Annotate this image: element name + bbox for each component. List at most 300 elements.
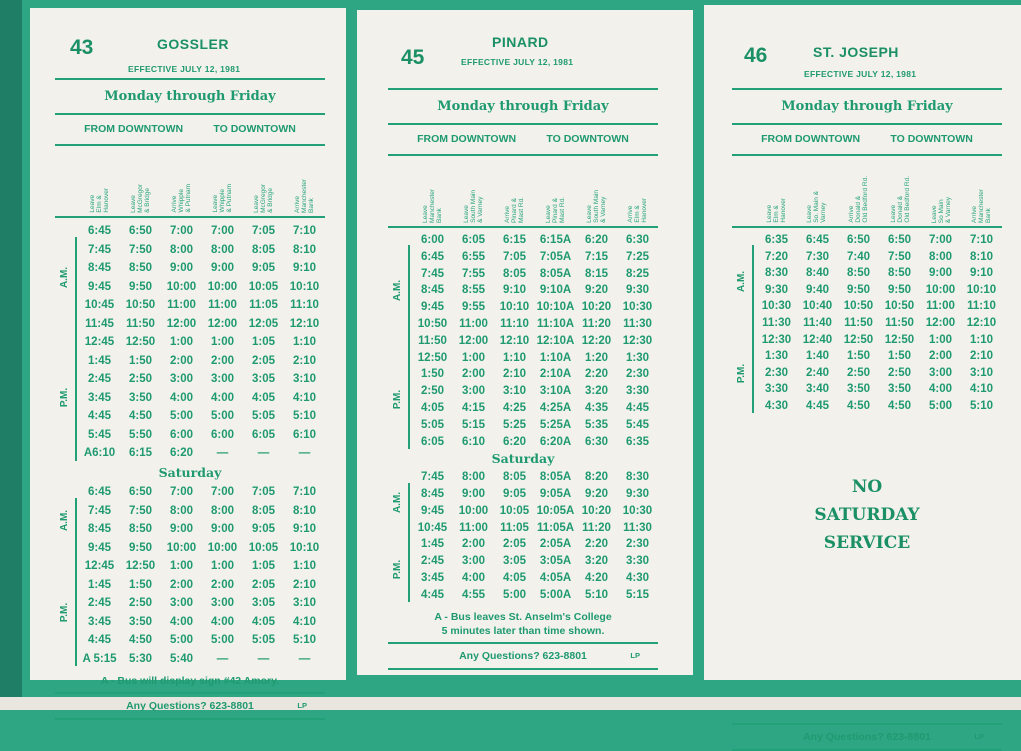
time-cell: 11:50	[844, 316, 873, 329]
time-cell: 12:50	[417, 351, 448, 364]
time-cell: 3:00	[210, 373, 235, 385]
schedule-body	[732, 88, 1002, 751]
table-row	[412, 299, 658, 316]
time-cell: 11:00	[167, 299, 196, 311]
table-row	[79, 333, 325, 352]
time-cell: 7:20	[764, 250, 789, 263]
time-cell: 10:50	[125, 299, 156, 311]
time-cell: 10:10A	[536, 301, 575, 314]
time-cell: 9:45	[420, 504, 445, 517]
time-cell: 8:45	[87, 262, 112, 274]
pm-label: P.M.	[392, 560, 404, 580]
time-cell: 6:35	[764, 234, 789, 246]
column-header-text: Arrive Whipple & Putnam	[171, 184, 192, 213]
pm-label: P.M.	[59, 602, 71, 623]
time-cell: 3:05	[502, 555, 527, 568]
questions-phone: Any Questions? 623-8801	[126, 700, 254, 712]
am-group	[388, 232, 408, 350]
column-header	[837, 176, 879, 223]
time-cell: —	[298, 447, 311, 459]
time-cell: 5:25	[502, 418, 527, 431]
pm-label: P.M.	[736, 363, 748, 383]
time-cell: 10:00	[166, 541, 197, 554]
time-cell: 9:05	[251, 262, 276, 274]
time-cell: 6:45	[87, 225, 112, 237]
column-header	[161, 184, 202, 213]
time-cell: 2:00	[928, 350, 953, 363]
time-cell: 5:10	[292, 634, 317, 646]
time-cell: 8:10	[292, 504, 317, 517]
time-cell: 5:10	[969, 399, 994, 412]
time-cell: 2:10	[292, 354, 317, 367]
time-cell: 10:10	[966, 283, 997, 296]
route-46-panel	[704, 5, 1021, 743]
time-cell: 10:05A	[536, 504, 575, 517]
table-row	[79, 278, 325, 297]
time-cell: 5:05	[251, 410, 276, 422]
time-cell: 7:00	[210, 486, 235, 498]
time-cell: 1:05	[251, 336, 276, 348]
weekday-heading: Monday through Friday	[781, 99, 953, 114]
time-cell: 2:50	[128, 597, 153, 609]
pm-group	[55, 333, 75, 463]
time-cell: 12:10	[499, 334, 530, 347]
time-cell: A 5:15	[82, 652, 117, 665]
table-row	[756, 249, 1002, 266]
time-cell: 5:00	[169, 410, 194, 422]
time-cell: 3:30	[625, 385, 650, 398]
time-cell: 12:05	[248, 317, 279, 330]
time-cell: 8:50	[846, 267, 871, 280]
time-cell: 4:30	[625, 571, 650, 584]
time-cell: 10:10	[499, 301, 530, 314]
time-cell: 10:40	[802, 300, 833, 313]
time-cell: 1:00	[210, 336, 235, 348]
saturday-heading: Saturday	[158, 464, 222, 480]
time-cell: 4:00	[928, 383, 953, 396]
questions-phone: Any Questions? 623-8801	[459, 649, 587, 662]
weekday-rows	[756, 232, 1002, 415]
table-row	[756, 315, 1002, 332]
period-bracket-line	[75, 237, 77, 461]
time-cell: 5:45	[625, 418, 650, 431]
time-cell: 1:10	[969, 333, 994, 346]
table-row	[412, 570, 658, 587]
time-cell: 9:20	[584, 284, 609, 297]
time-cell: 3:50	[887, 383, 912, 396]
time-cell: 11:30	[623, 521, 652, 534]
time-cell: 8:30	[625, 471, 650, 484]
time-cell: 11:10	[500, 317, 529, 330]
saturday-rows	[412, 469, 658, 603]
table-row	[412, 400, 658, 417]
time-cell: 11:10A	[536, 317, 575, 330]
time-cell: 1:50	[128, 578, 153, 591]
column-header	[617, 198, 658, 223]
time-cell: 2:50	[887, 366, 912, 379]
time-cell: 2:05	[251, 578, 276, 591]
time-cell: 6:20A	[539, 435, 572, 448]
effective-date: EFFECTIVE JULY 12, 1981	[128, 64, 241, 74]
table-row	[79, 444, 325, 463]
time-cell: 8:05	[502, 471, 527, 484]
time-cell: 7:10	[292, 486, 317, 498]
am-label: A.M.	[59, 266, 71, 289]
time-cell: 10:30	[761, 300, 792, 313]
route-name: PINARD	[492, 34, 549, 50]
column-header-text: Leave Donald & Old Bedford Rd.	[889, 176, 911, 223]
time-cell: 3:00	[461, 555, 486, 568]
time-cell: 8:45	[87, 523, 112, 535]
table-row	[412, 520, 658, 537]
weekday-schedule	[388, 232, 658, 450]
time-cell: 3:40	[805, 383, 830, 396]
time-cell: 6:50	[846, 234, 871, 246]
table-row	[412, 469, 658, 486]
table-row	[756, 365, 1002, 382]
time-cell: 8:40	[805, 267, 830, 280]
direction-labels	[55, 115, 325, 144]
time-cell: 8:10	[292, 243, 317, 256]
time-cell: 6:00	[169, 428, 194, 441]
time-cell: 6:20	[502, 435, 527, 448]
time-cell: 10:10	[289, 280, 320, 293]
time-cell: 4:00	[210, 615, 235, 628]
time-cell: 1:50	[846, 350, 871, 363]
time-cell: 6:30	[625, 234, 650, 246]
time-cell: 4:35	[584, 401, 609, 414]
time-cell: 4:25	[502, 401, 527, 414]
time-cell: 9:10	[292, 523, 317, 535]
column-header-text: Leave South Main & Varney	[463, 190, 484, 223]
time-cell: 7:55	[461, 267, 486, 280]
pm-group	[55, 557, 75, 668]
time-cell: 12:10	[966, 316, 997, 329]
column-header	[243, 184, 284, 213]
time-cell: 10:50	[417, 317, 448, 330]
am-label: A.M.	[392, 492, 404, 514]
time-cell: 9:20	[584, 487, 609, 500]
table-row	[79, 222, 325, 241]
footer-contact	[388, 644, 658, 668]
time-cell: 12:20	[581, 334, 612, 347]
time-cell: 3:05	[251, 597, 276, 609]
time-cell: 8:00	[461, 471, 486, 484]
time-cell: 8:05A	[539, 267, 572, 280]
column-header-text: Leave So. Main & Varney	[806, 191, 828, 223]
time-cell: 8:05	[502, 267, 527, 280]
time-cell: 1:45	[420, 538, 445, 551]
time-cell: 2:45	[420, 555, 445, 568]
am-group	[55, 483, 75, 557]
time-cell: 12:45	[84, 560, 115, 572]
column-header-text: Leave Elm & Hanover	[89, 188, 110, 213]
time-cell: 1:10	[292, 560, 317, 572]
time-cell: 2:00	[210, 578, 235, 591]
time-cell: 9:10	[292, 262, 317, 274]
time-cell: 3:30	[625, 555, 650, 568]
time-cell: 5:15	[461, 418, 486, 431]
time-cell: 11:00	[459, 521, 488, 534]
column-header-text: Leave South Main & Varney	[586, 190, 607, 223]
time-cell: 4:15	[461, 401, 486, 414]
time-cell: 2:10	[502, 368, 527, 381]
table-row	[412, 316, 658, 333]
time-cell: 9:00	[461, 487, 486, 500]
time-cell: 12:50	[884, 333, 915, 346]
table-row	[79, 631, 325, 650]
time-cell: 1:30	[764, 350, 789, 363]
time-cell: 8:30	[764, 267, 789, 280]
time-cell: 6:50	[887, 234, 912, 246]
table-row	[79, 352, 325, 371]
time-cell: 4:50	[128, 410, 153, 422]
time-cell: 2:45	[87, 597, 112, 609]
questions-phone: Any Questions? 623-8801	[803, 730, 931, 743]
column-headers	[55, 146, 325, 216]
time-cell: 3:10	[969, 366, 994, 379]
table-row	[79, 557, 325, 576]
saturday-period-labels	[55, 483, 79, 668]
time-cell: 7:00	[169, 486, 194, 498]
table-row	[756, 332, 1002, 349]
time-cell: 3:00	[210, 597, 235, 609]
time-cell: 5:00	[169, 634, 194, 646]
table-row	[79, 370, 325, 389]
time-cell: 8:00	[169, 243, 194, 256]
column-header-text: Arrive Pinard & Mast Rd.	[504, 196, 525, 223]
time-cell: 11:50	[885, 316, 914, 329]
printer-mark: LP	[630, 650, 640, 660]
am-group	[388, 469, 408, 536]
printer-mark: LP	[297, 701, 307, 710]
time-cell: 11:05A	[536, 521, 575, 534]
time-cell: 3:05A	[539, 555, 572, 568]
time-cell: 5:10	[292, 410, 317, 422]
effective-date: EFFECTIVE JULY 12, 1981	[804, 69, 917, 79]
time-cell: 9:45	[420, 301, 445, 314]
time-cell: 8:25	[625, 267, 650, 280]
time-cell: 10:30	[622, 504, 653, 517]
time-cell: 11:20	[582, 317, 611, 330]
table-row	[79, 389, 325, 408]
time-cell: 2:50	[420, 385, 445, 398]
column-header-text: Arrive Manchester Bank	[294, 179, 315, 213]
table-row	[412, 587, 658, 604]
period-bracket-line	[408, 483, 410, 602]
table-row	[756, 381, 1002, 398]
table-row	[412, 486, 658, 503]
direction-labels	[388, 125, 658, 154]
time-cell: 1:05	[251, 560, 276, 572]
time-cell: 7:00	[210, 225, 235, 237]
time-cell: 5:05	[420, 418, 445, 431]
time-cell: 7:45	[420, 267, 445, 280]
time-cell: 11:30	[762, 316, 791, 329]
time-cell: 5:45	[87, 428, 112, 441]
column-header	[79, 188, 120, 213]
table-row	[412, 536, 658, 553]
pm-group	[732, 332, 752, 415]
time-cell: 2:10	[292, 578, 317, 591]
column-header-text: Arrive Elm & Hanover	[627, 198, 648, 223]
time-cell: 6:30	[584, 435, 609, 448]
time-cell: 2:20	[584, 538, 609, 551]
time-cell: 6:35	[625, 435, 650, 448]
time-cell: 12:10A	[536, 334, 575, 347]
time-cell: 3:45	[87, 391, 112, 404]
from-downtown-label: FROM DOWNTOWN	[761, 133, 861, 145]
time-cell: 1:30	[625, 351, 650, 364]
time-cell: 11:30	[623, 317, 652, 330]
time-cell: 1:00	[210, 560, 235, 572]
time-cell: 12:30	[761, 333, 792, 346]
column-header	[453, 190, 494, 223]
table-row	[756, 298, 1002, 315]
time-cell: 10:20	[581, 301, 612, 314]
time-cell: 11:10	[967, 300, 996, 313]
time-cell: 4:00	[461, 571, 486, 584]
table-row	[412, 282, 658, 299]
time-cell: 4:05	[502, 571, 527, 584]
time-cell: 7:45	[87, 504, 112, 517]
time-cell: 7:45	[420, 471, 445, 484]
time-cell: 12:50	[843, 333, 874, 346]
time-cell: 12:50	[125, 560, 156, 572]
to-downtown-label: TO DOWNTOWN	[213, 123, 296, 135]
table-row	[79, 520, 325, 539]
time-cell: 7:40	[846, 250, 871, 263]
time-cell: 11:00	[459, 317, 488, 330]
time-cell: 1:45	[87, 354, 112, 367]
table-row	[412, 417, 658, 434]
time-cell: 9:30	[625, 487, 650, 500]
time-cell: 2:00	[169, 354, 194, 367]
time-cell: 11:10	[290, 299, 319, 311]
footnote: A - Bus leaves St. Anselm's College 5 minutes later than time shown.	[434, 610, 612, 637]
time-cell: 4:30	[764, 399, 789, 412]
time-cell: 9:30	[625, 284, 650, 297]
panel-header	[30, 8, 346, 78]
weekday-period-labels	[732, 232, 756, 415]
time-cell: 6:20	[584, 234, 609, 246]
time-cell: 8:05A	[539, 471, 572, 484]
column-header-text: Arrive Donald & Old Bedford Rd.	[847, 176, 869, 223]
time-cell: —	[298, 652, 311, 665]
time-cell: 11:40	[803, 316, 832, 329]
time-cell: 12:40	[802, 333, 833, 346]
time-cell: 8:15	[584, 267, 609, 280]
period-bracket-line	[75, 498, 77, 666]
weekday-rows	[412, 232, 658, 450]
weekday-period-labels	[388, 232, 412, 450]
time-cell: 3:45	[87, 615, 112, 628]
am-label: A.M.	[736, 271, 748, 293]
time-cell: 4:05	[420, 401, 445, 414]
time-cell: 9:10	[969, 267, 994, 280]
time-cell: 4:10	[292, 615, 317, 628]
time-cell: 9:00	[210, 523, 235, 535]
time-cell: 9:10A	[539, 284, 572, 297]
time-cell: 9:00	[169, 262, 194, 274]
time-cell: 2:00	[461, 368, 486, 381]
schedule-body	[55, 78, 325, 720]
time-cell: 5:00A	[539, 588, 572, 601]
booklet-edge	[0, 0, 22, 710]
time-cell: 3:50	[128, 615, 153, 628]
time-cell: 6:05	[420, 435, 445, 448]
time-cell: 6:15A	[539, 234, 572, 246]
printer-mark: LP	[974, 731, 984, 741]
divider	[388, 668, 658, 670]
time-cell: 5:15	[625, 588, 650, 601]
time-cell: 4:20	[584, 571, 609, 584]
column-header	[576, 190, 617, 223]
time-cell: 1:20	[584, 351, 609, 364]
saturday-rows	[79, 483, 325, 668]
time-cell: 5:40	[169, 652, 194, 665]
time-cell: 4:55	[461, 588, 486, 601]
time-cell: 6:15	[128, 447, 153, 459]
pm-label: P.M.	[59, 388, 71, 408]
time-cell: 10:20	[581, 504, 612, 517]
time-cell: 6:20	[169, 447, 194, 459]
panel-header	[357, 10, 693, 88]
time-cell: 4:50	[887, 399, 912, 412]
am-label: A.M.	[392, 280, 404, 302]
time-cell: 8:45	[420, 284, 445, 297]
time-cell: 4:10	[292, 391, 317, 404]
time-cell: 10:00	[166, 280, 197, 293]
time-cell: 9:45	[87, 280, 112, 293]
time-cell: 7:50	[128, 243, 153, 256]
time-cell: 5:30	[128, 652, 153, 665]
table-row	[412, 383, 658, 400]
time-cell: 6:15	[502, 234, 527, 246]
from-downtown-label: FROM DOWNTOWN	[417, 133, 517, 145]
time-cell: 1:50	[128, 354, 153, 367]
time-cell: 6:50	[128, 486, 153, 498]
time-cell: 3:00	[928, 366, 953, 379]
am-group	[55, 222, 75, 333]
divider	[732, 749, 1002, 751]
time-cell: 2:20	[584, 368, 609, 381]
from-downtown-label: FROM DOWNTOWN	[84, 123, 184, 135]
time-cell: 1:50	[420, 368, 445, 381]
pm-group	[388, 350, 408, 451]
table-row	[79, 594, 325, 613]
table-row	[412, 249, 658, 266]
table-row	[756, 348, 1002, 365]
time-cell: 5:00	[210, 634, 235, 646]
saturday-heading: Saturday	[491, 451, 555, 467]
time-cell: 11:50	[126, 317, 155, 330]
route-name: ST. JOSEPH	[813, 44, 899, 60]
column-header-text: Leave Whipple & Putnam	[212, 184, 233, 213]
column-header-text: Leave McGregor & Bridge	[253, 184, 274, 213]
time-cell: 1:10	[292, 336, 317, 348]
time-cell: 10:00	[207, 280, 238, 293]
time-cell: 6:45	[805, 234, 830, 246]
time-cell: 9:40	[805, 283, 830, 296]
saturday-schedule	[388, 469, 658, 603]
time-cell: 10:05	[248, 541, 279, 554]
saturday-schedule	[55, 483, 325, 668]
time-cell: 3:10	[502, 385, 527, 398]
route-45-panel	[357, 10, 693, 675]
column-header	[202, 184, 243, 213]
time-cell: 4:45	[87, 410, 112, 422]
